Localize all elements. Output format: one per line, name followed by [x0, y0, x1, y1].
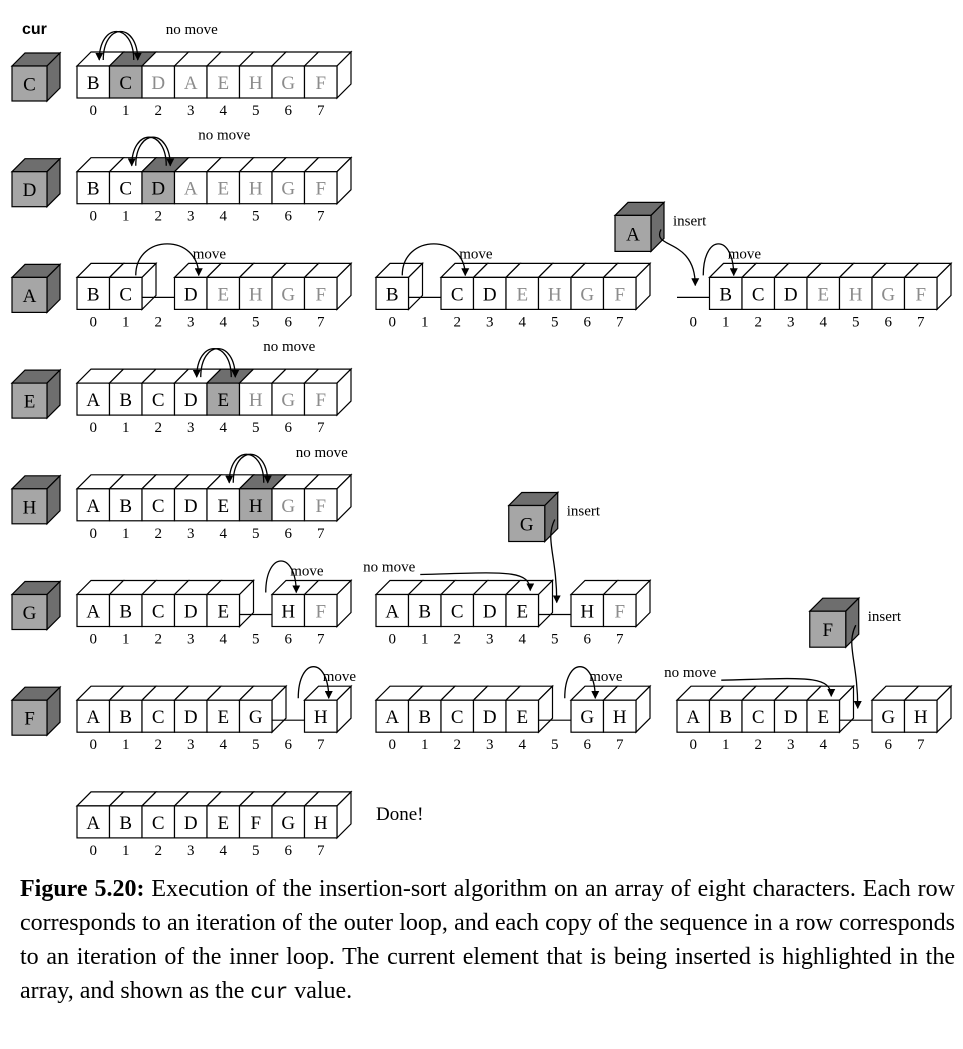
cur-value-cube: [12, 370, 60, 418]
caption-text-after: value.: [288, 978, 353, 1004]
cell-index: 6: [284, 737, 292, 754]
cell-index: 1: [122, 314, 130, 331]
cell-index: 6: [284, 420, 292, 437]
cell-index: 7: [917, 737, 925, 754]
cell-index: 1: [722, 314, 730, 331]
cell-value: F: [915, 284, 927, 306]
array-copy: [664, 598, 951, 753]
cell-value: E: [217, 812, 230, 834]
cell-index: 6: [284, 103, 292, 119]
cell-index: 7: [616, 737, 624, 754]
cell-value: H: [848, 284, 863, 306]
cell-value: B: [119, 390, 133, 412]
cell-value: D: [482, 284, 497, 306]
cell-value: D: [482, 601, 497, 623]
cell-value: B: [119, 495, 133, 517]
arrow-label: no move: [198, 127, 251, 144]
cell-value: C: [751, 284, 765, 306]
cell-value: G: [248, 707, 263, 729]
cell-index: 2: [154, 842, 162, 859]
cell-value: E: [217, 495, 230, 517]
cell-index: 0: [89, 420, 97, 437]
row: [12, 22, 351, 119]
cell-value: H: [248, 178, 263, 200]
cell-value: H: [313, 812, 328, 834]
cell-index: 4: [819, 737, 827, 754]
cell-index: 1: [122, 208, 130, 225]
cell-index: 3: [486, 314, 494, 331]
cell-value: D: [151, 73, 166, 94]
cell-value: E: [217, 178, 230, 200]
array-copy: [376, 667, 650, 754]
cell-index: 6: [284, 314, 292, 331]
arrow-label: no move: [165, 22, 218, 38]
cell-index: 0: [89, 208, 97, 225]
cell-index: 3: [187, 631, 195, 648]
cell-value: F: [250, 812, 262, 834]
arrow-label: move: [192, 246, 227, 263]
cell-index: 4: [518, 314, 526, 331]
arrow-label: move: [727, 246, 762, 263]
cell-value: D: [183, 495, 198, 517]
cell-value: B: [119, 707, 133, 729]
cube-letter: A: [22, 285, 37, 307]
cell-index: 3: [187, 420, 195, 437]
arrow-label: no move: [363, 559, 416, 576]
cell-index: 3: [187, 737, 195, 754]
cell-value: B: [119, 812, 133, 834]
cell-index: 5: [252, 525, 260, 542]
cell-value: A: [86, 812, 101, 834]
cell-index: 1: [722, 737, 730, 754]
cell-value: F: [315, 601, 327, 623]
cell-index: 3: [187, 208, 195, 225]
array-copy: [77, 561, 351, 648]
cell-index: 3: [187, 525, 195, 542]
cell-index: 1: [122, 103, 130, 119]
cell-index: 4: [819, 314, 827, 331]
cell-index: 6: [583, 631, 591, 648]
cell-index: 0: [388, 737, 396, 754]
cell-value: B: [119, 601, 133, 623]
array-copy: [77, 244, 351, 331]
arrow-label: no move: [263, 339, 316, 356]
cell-value: H: [913, 707, 928, 729]
cell-index: 3: [486, 737, 494, 754]
array-copy: [363, 493, 650, 648]
cell-index: 3: [787, 737, 795, 754]
cell-value: C: [751, 707, 765, 729]
cell-value: G: [881, 707, 896, 729]
cur-label: cur: [22, 21, 47, 38]
cell-index: 5: [551, 737, 559, 754]
arrow-label: move: [290, 563, 324, 580]
cell-index: 3: [187, 103, 195, 119]
cell-index: 0: [89, 842, 97, 859]
insert-label: insert: [867, 609, 902, 626]
cell-value: A: [686, 707, 701, 729]
cell-value: G: [580, 284, 595, 306]
cube-letter: G: [22, 603, 37, 624]
cell-index: 2: [154, 737, 162, 754]
cell-index: 6: [884, 314, 892, 331]
cube-letter: H: [22, 497, 37, 519]
cell-value: H: [313, 707, 328, 729]
cell-value: D: [183, 601, 198, 623]
cell-value: E: [217, 284, 230, 306]
cell-value: C: [151, 390, 165, 412]
cell-value: C: [151, 707, 165, 729]
cell-value: D: [183, 390, 198, 412]
cell-index: 5: [252, 208, 260, 225]
cell-index: 4: [518, 631, 526, 648]
cell-index: 7: [317, 842, 325, 859]
cell-index: 7: [317, 525, 325, 542]
cell-value: H: [612, 707, 627, 729]
cur-value-cube: [12, 687, 60, 735]
cell-index: 7: [317, 314, 325, 331]
cell-value: D: [482, 707, 497, 729]
cell-value: C: [151, 812, 165, 834]
cube-letter: F: [24, 708, 35, 730]
cell-index: 0: [89, 103, 97, 119]
cell-value: C: [450, 707, 464, 729]
insert-label: insert: [673, 213, 707, 230]
cell-index: 2: [154, 103, 162, 119]
caption-cur-code: cur: [250, 982, 289, 1005]
cell-index: 5: [852, 314, 860, 331]
cell-value: H: [547, 284, 562, 306]
cell-index: 1: [122, 420, 130, 437]
cell-value: A: [86, 495, 101, 517]
cell-index: 3: [787, 314, 795, 331]
cell-value: B: [86, 73, 100, 94]
cell-value: B: [418, 707, 432, 729]
cell-value: C: [450, 601, 464, 623]
cell-value: D: [183, 284, 198, 306]
cell-index: 1: [122, 525, 130, 542]
cell-value: F: [315, 73, 327, 94]
cell-index: 2: [453, 631, 461, 648]
cell-value: G: [281, 73, 296, 94]
figure-caption: [20, 872, 955, 1011]
cell-value: B: [86, 178, 100, 200]
done-label: Done!: [376, 804, 424, 825]
cube-letter: D: [22, 180, 37, 202]
cell-value: A: [86, 390, 101, 412]
array-copy: [77, 339, 351, 436]
insert-label: insert: [566, 503, 601, 520]
cell-index: 5: [252, 631, 260, 648]
cell-value: G: [881, 284, 896, 306]
cell-index: 4: [219, 842, 227, 859]
cell-index: 6: [284, 631, 292, 648]
cell-value: D: [183, 812, 198, 834]
cur-value-cube: [12, 476, 60, 524]
cell-value: D: [151, 178, 166, 200]
cell-index: 2: [754, 314, 762, 331]
cell-value: H: [248, 495, 263, 517]
caption-text-before: Execution of the insertion-sort algorithm on an array of eight characters. Each row corresponds to an iteration of the outer loop, and each copy of the sequence in a row corresponds to an iteration of the inner loop. The current element that is being inserted is highlighted in the array, and shown as the: [20, 876, 956, 1004]
cell-value: E: [516, 707, 529, 729]
cell-index: 4: [219, 103, 227, 119]
row: [12, 202, 951, 330]
row: [12, 128, 351, 225]
cell-value: A: [385, 601, 400, 623]
array-copy: [77, 128, 351, 225]
cell-value: E: [217, 601, 230, 623]
cell-value: F: [614, 284, 626, 306]
cell-index: 0: [89, 737, 97, 754]
cur-value-cube: [12, 582, 60, 630]
cell-index: 1: [122, 842, 130, 859]
cell-index: 5: [252, 420, 260, 437]
cell-index: 7: [317, 420, 325, 437]
cell-index: 7: [317, 103, 325, 119]
row: [12, 445, 351, 542]
cell-value: C: [119, 284, 133, 306]
cell-index: 7: [317, 737, 325, 754]
cell-value: E: [217, 390, 230, 412]
cell-index: 2: [154, 314, 162, 331]
arrow-label: no move: [664, 665, 717, 682]
cell-index: 4: [219, 631, 227, 648]
cell-value: E: [817, 707, 830, 729]
cell-value: E: [217, 73, 230, 94]
cell-value: B: [719, 284, 733, 306]
cell-index: 1: [421, 737, 429, 754]
cell-value: G: [281, 495, 296, 517]
cell-value: A: [183, 73, 198, 94]
cube-letter: C: [23, 74, 36, 96]
array-copy: [77, 22, 351, 119]
array-copy: [77, 445, 351, 542]
cell-value: H: [248, 390, 263, 412]
cell-index: 0: [689, 737, 697, 754]
cell-value: E: [817, 284, 830, 306]
cell-index: 2: [154, 525, 162, 542]
cell-value: C: [151, 601, 165, 623]
row: [77, 792, 351, 859]
cell-index: 4: [219, 420, 227, 437]
arrow-label: no move: [295, 444, 348, 461]
cube-letter: A: [626, 224, 640, 246]
cell-index: 2: [754, 737, 762, 754]
cell-index: 7: [317, 631, 325, 648]
cell-value: G: [281, 390, 296, 412]
caption-label: Figure 5.20:: [20, 876, 145, 902]
cell-index: 7: [616, 314, 624, 331]
cur-value-cube: [12, 53, 60, 101]
cur-value-cube: [12, 159, 60, 207]
cell-index: 1: [122, 737, 130, 754]
cell-index: 0: [689, 314, 697, 331]
cell-value: B: [86, 284, 100, 306]
cell-index: 1: [122, 631, 130, 648]
cell-index: 6: [284, 525, 292, 542]
cell-value: D: [783, 284, 798, 306]
cell-index: 5: [252, 842, 260, 859]
cell-value: H: [281, 601, 296, 623]
arrow-label: move: [322, 669, 357, 686]
cell-index: 5: [252, 737, 260, 754]
cell-value: C: [151, 495, 165, 517]
cell-value: E: [217, 707, 230, 729]
cell-value: G: [580, 707, 595, 729]
cell-value: F: [315, 178, 327, 200]
cell-index: 4: [518, 737, 526, 754]
cell-index: 6: [284, 208, 292, 225]
cell-index: 6: [884, 737, 892, 754]
cell-index: 4: [219, 314, 227, 331]
cell-value: F: [315, 495, 327, 517]
cell-value: B: [418, 601, 432, 623]
row: [12, 339, 351, 436]
cell-value: C: [119, 178, 133, 200]
cell-index: 2: [154, 208, 162, 225]
cube-letter: F: [822, 620, 834, 642]
cell-index: 1: [421, 314, 429, 331]
array-copy: [376, 244, 650, 331]
cell-index: 6: [583, 314, 591, 331]
cell-index: 0: [89, 314, 97, 331]
cell-index: 7: [616, 631, 624, 648]
array-copy: [77, 667, 356, 754]
cell-value: B: [385, 284, 399, 306]
insert-value-cube: [615, 202, 664, 251]
array-copy: [77, 792, 351, 859]
cell-value: D: [783, 707, 798, 729]
cell-index: 2: [154, 631, 162, 648]
cell-index: 5: [252, 314, 260, 331]
cell-value: H: [580, 601, 595, 623]
cell-value: C: [450, 284, 464, 306]
cell-value: A: [86, 601, 101, 623]
cur-value-cube: [12, 264, 60, 312]
insert-arrow: [660, 229, 696, 285]
cell-value: A: [385, 707, 400, 729]
cell-index: 5: [852, 737, 860, 754]
cell-index: 5: [551, 631, 559, 648]
cell-value: F: [315, 390, 327, 412]
cell-value: F: [315, 284, 327, 306]
arrow-label: move: [589, 669, 623, 686]
cell-index: 0: [388, 631, 396, 648]
cell-index: 7: [317, 208, 325, 225]
cell-value: F: [614, 601, 626, 623]
cell-index: 5: [551, 314, 559, 331]
cell-index: 2: [154, 420, 162, 437]
cell-value: H: [248, 73, 263, 94]
cell-index: 5: [252, 103, 260, 119]
cell-value: C: [119, 73, 133, 94]
cell-index: 1: [421, 631, 429, 648]
cell-value: G: [281, 178, 296, 200]
cell-index: 4: [219, 208, 227, 225]
cube-letter: G: [519, 514, 534, 536]
cell-value: B: [719, 707, 733, 729]
cell-value: D: [183, 707, 198, 729]
cell-value: G: [281, 284, 296, 306]
cell-index: 2: [453, 737, 461, 754]
cell-index: 0: [89, 631, 97, 648]
cell-index: 0: [388, 314, 396, 331]
cell-value: E: [516, 284, 529, 306]
cell-value: A: [183, 178, 198, 200]
cell-index: 6: [583, 737, 591, 754]
cell-value: G: [281, 812, 296, 834]
cell-index: 7: [917, 314, 925, 331]
cell-index: 4: [219, 525, 227, 542]
cell-index: 3: [187, 842, 195, 859]
cell-value: A: [86, 707, 101, 729]
cell-index: 2: [453, 314, 461, 331]
arrow-label: move: [459, 246, 493, 263]
cell-index: 0: [89, 525, 97, 542]
cell-value: E: [516, 601, 529, 623]
array-copy: [615, 202, 951, 330]
cell-index: 3: [187, 314, 195, 331]
cell-index: 3: [486, 631, 494, 648]
cell-index: 6: [284, 842, 292, 859]
cell-value: H: [248, 284, 263, 306]
cube-letter: E: [23, 391, 36, 413]
cell-index: 4: [219, 737, 227, 754]
